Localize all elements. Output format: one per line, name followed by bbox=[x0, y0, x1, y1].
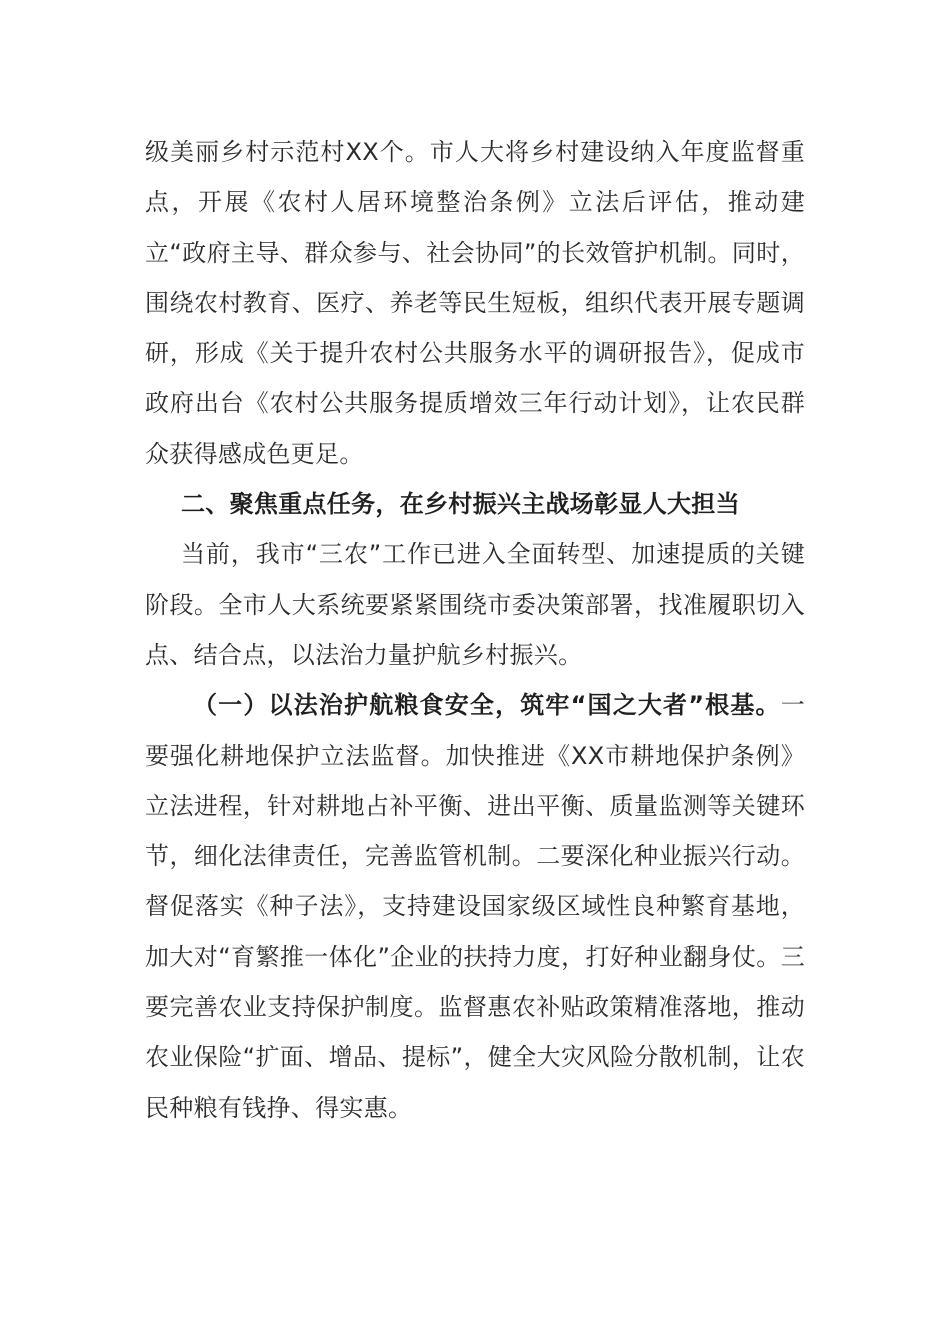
subsection-body-1: 一要强化耕地保护立法监督。加快推进《XX市耕地保护条例》立法进程，针对耕地占补平衡、进出平衡、质量监测等关键环节，细化法律责任，完善监管机制。二要深化种业振兴行动。督促落实《种子法》，支持建设国家级区域性良种繁育基地，加大对“育繁推一体化”企业的扶持力度，打好种业翻身仗。三要完善农业支持保护制度。监督惠农补贴政策精准落地，推动农业保险“扩面、增品、提标”，健全大灾风险分散机制，让农民种粮有钱挣、得实惠。 bbox=[145, 691, 805, 1122]
paragraph-rural-construction: 级美丽乡村示范村XX个。市人大将乡村建设纳入年度监督重点，开展《农村人居环境整治条例》立法后评估，推动建立“政府主导、群众参与、社会协同”的长效管护机制。同时，围绕农村教育、医疗、养老等民生短板，组织代表开展专题调研，形成《关于提升农村公共服务水平的调研报告》，促成市政府出台《农村公共服务提质增效三年行动计划》，让农民群众获得感成色更足。 bbox=[145, 138, 805, 468]
paragraph-current-stage: 当前，我市“三农”工作已进入全面转型、加速提质的关键阶段。全市人大系统要紧紧围绕市委决策部署，找准履职切入点、结合点，以法治力量护航乡村振兴。 bbox=[145, 540, 805, 669]
paragraph-food-security bbox=[145, 680, 805, 1133]
subsection-title-1: （一）以法治护航粮食安全，筑牢“国之大者”根基。 bbox=[193, 691, 781, 720]
section-heading-2: 二、聚焦重点任务，在乡村振兴主战场彰显人大担当 bbox=[181, 490, 740, 519]
document-body bbox=[145, 127, 805, 1133]
